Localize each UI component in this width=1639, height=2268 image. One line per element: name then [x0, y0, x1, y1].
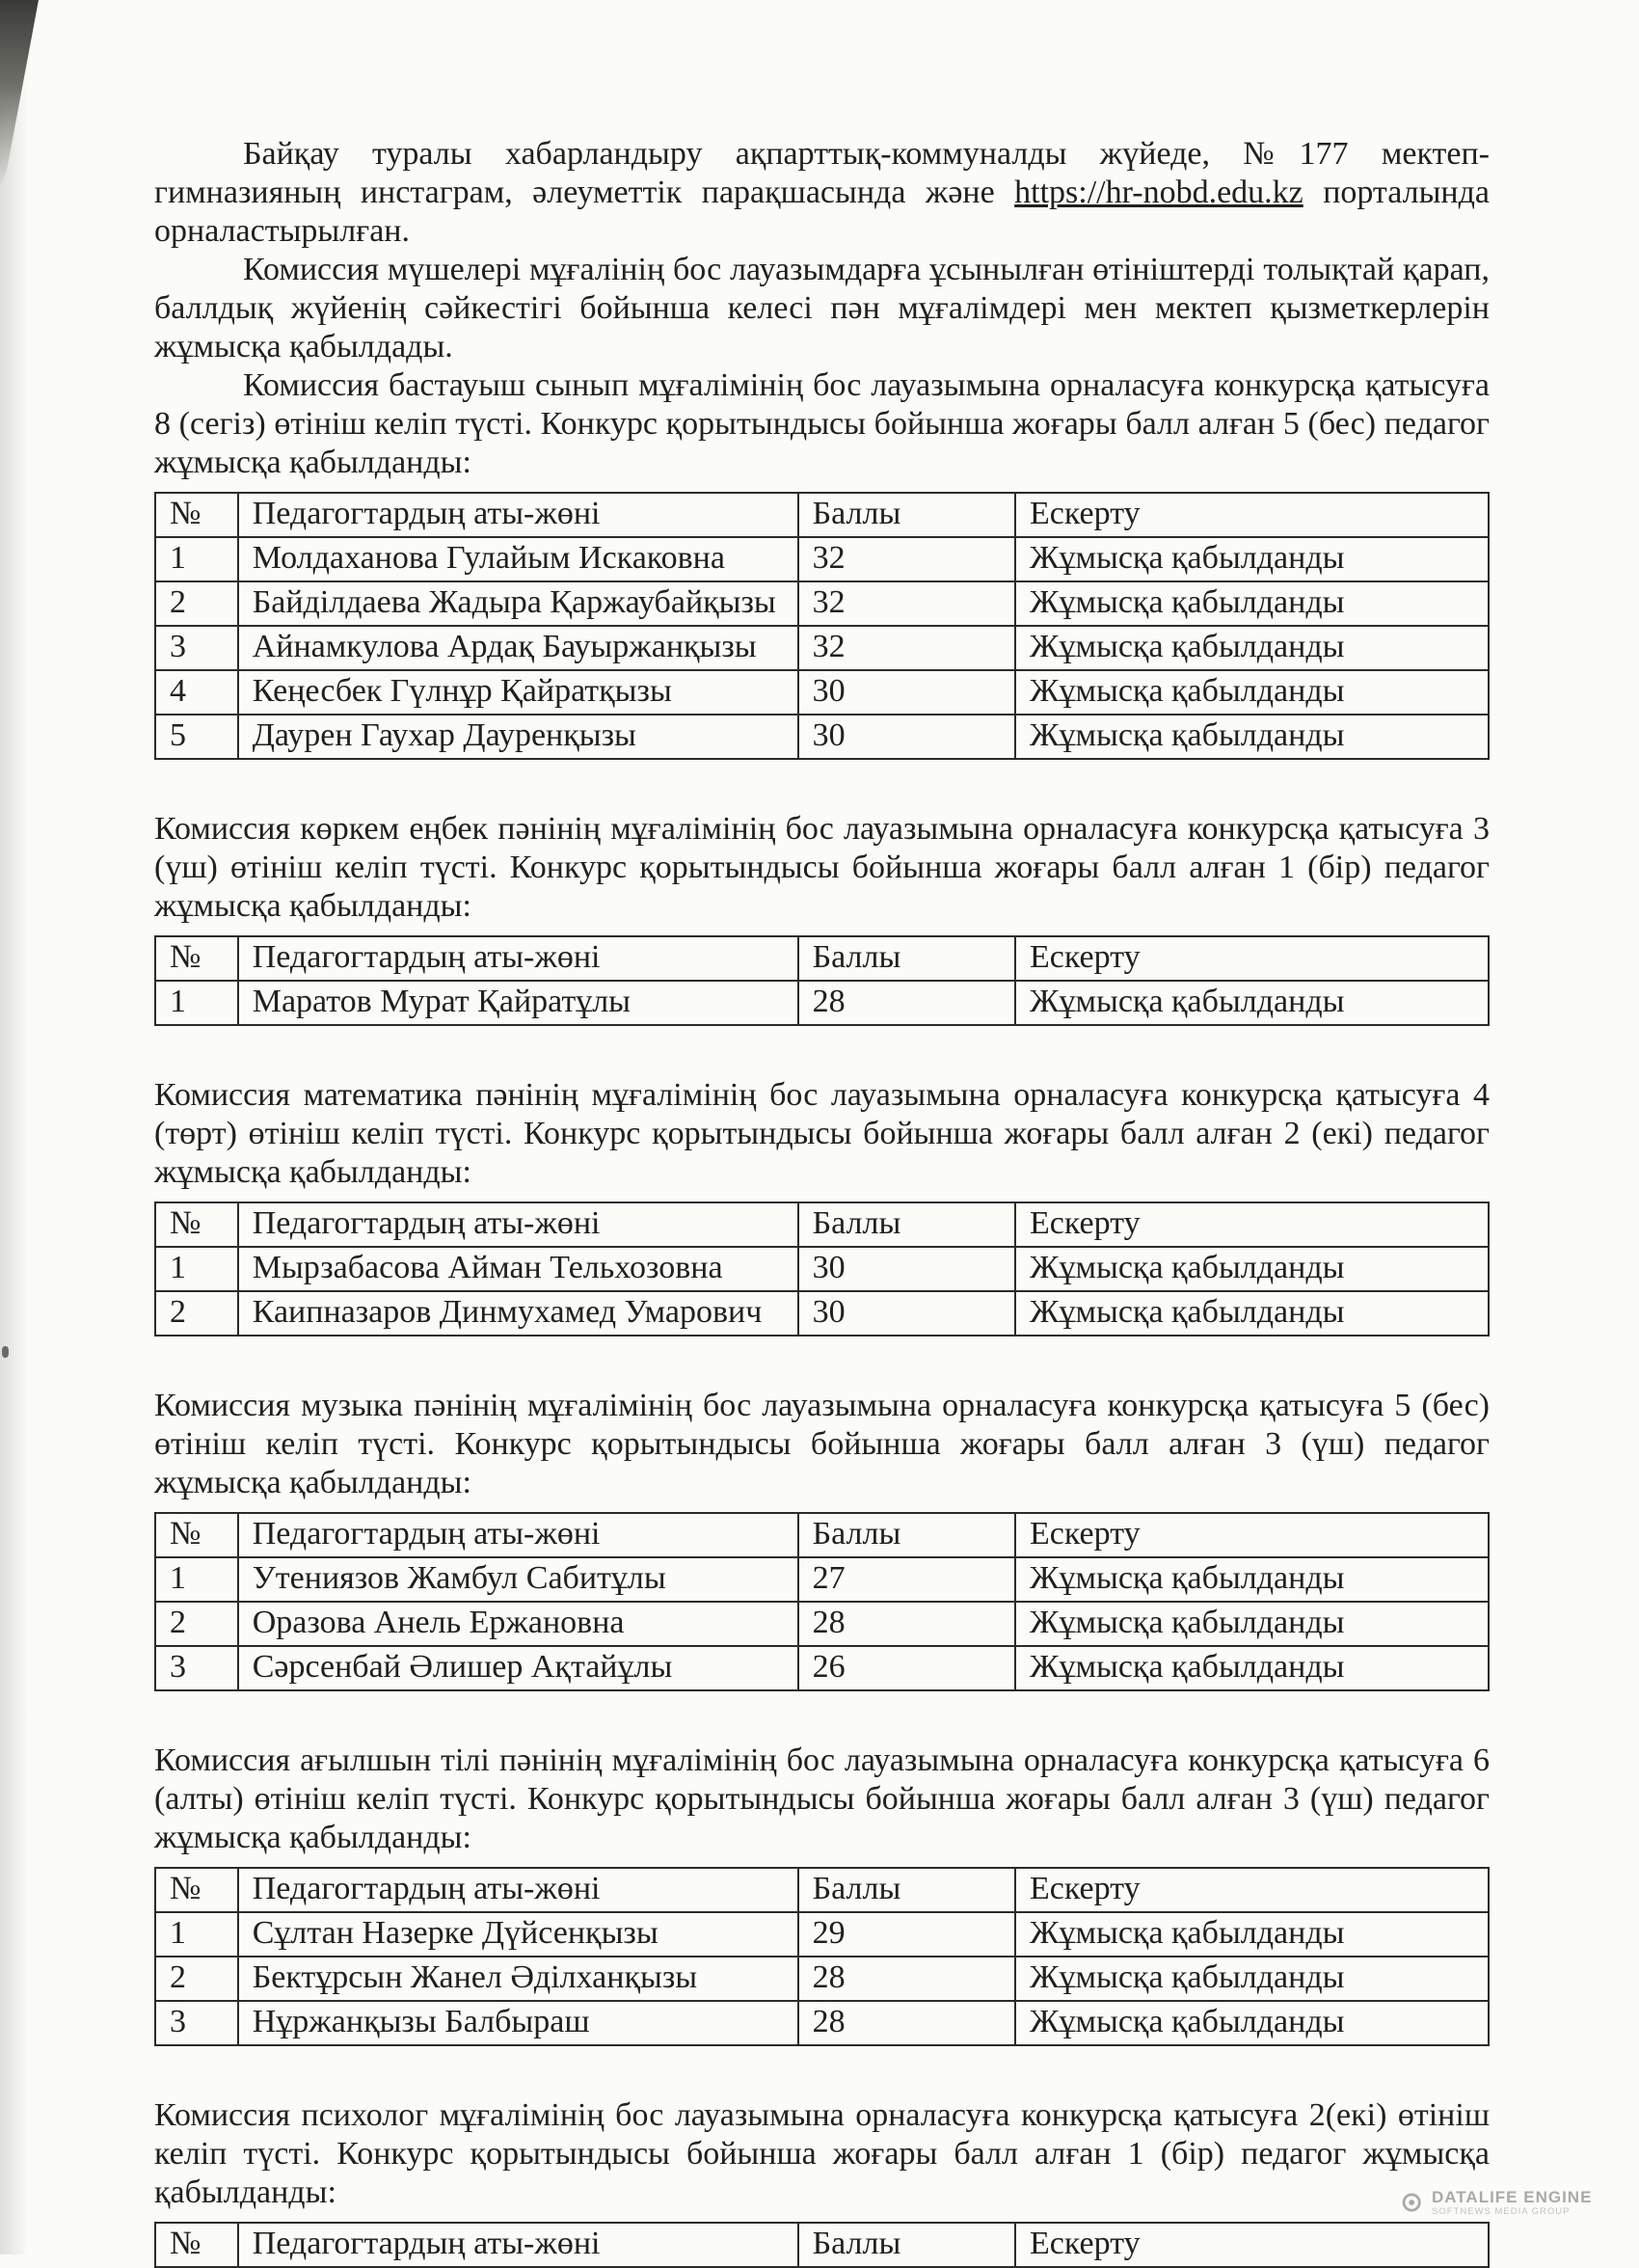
- cell-name: Мырзабасова Айман Тельхозовна: [238, 1247, 798, 1291]
- table-row: [155, 1291, 1489, 1336]
- cell-number: 2: [155, 1602, 238, 1646]
- cell-note: Жұмысқа қабылданды: [1015, 670, 1489, 715]
- header-score: Баллы: [798, 493, 1015, 537]
- cell-note: Жұмысқа қабылданды: [1015, 537, 1489, 581]
- cell-name: Кеңесбек Гүлнұр Қайратқызы: [238, 670, 798, 715]
- cell-score: 26: [798, 1646, 1015, 1690]
- cell-score: 28: [798, 1957, 1015, 2001]
- section-psiholog: [154, 2096, 1490, 2268]
- announcement-text-before-link: Байқау туралы хабарландыру ақпарттық-коммуналды жүйеде, №177 мектеп-гимназияның инстаграм, әлеуметтік парақшасында және: [154, 136, 1490, 210]
- table-header-row: [155, 1513, 1489, 1557]
- cell-note: Жұмысқа қабылданды: [1015, 626, 1489, 670]
- cell-number: 5: [155, 715, 238, 759]
- cell-name: Айнамкулова Ардақ Бауыржанқызы: [238, 626, 798, 670]
- cell-note: Жұмысқа қабылданды: [1015, 1646, 1489, 1690]
- datalife-engine-watermark: [1400, 2189, 1592, 2219]
- cell-number: 1: [155, 981, 238, 1025]
- results-table-matematika: [154, 1202, 1490, 1336]
- cell-number: 3: [155, 2001, 238, 2045]
- cell-score: 28: [798, 981, 1015, 1025]
- header-number: №: [155, 1868, 238, 1912]
- cell-note: Жұмысқа қабылданды: [1015, 2001, 1489, 2045]
- results-table-korkem-enbek: [154, 935, 1490, 1026]
- cell-note: Жұмысқа қабылданды: [1015, 981, 1489, 1025]
- cell-number: 1: [155, 537, 238, 581]
- section-korkem-enbek: [154, 810, 1490, 1026]
- section-intro: Комиссия музыка пәнінің мұғалімінің бос лауазымына орналасуға конкурсқа қатысуға 5 (бес) өтініш келіп түсті. Конкурс қорытындысы бойынша жоғары балл алған 3 (үш) педагог жұмысқа қабылданды:: [154, 1388, 1490, 1500]
- header-note: Ескерту: [1015, 493, 1489, 537]
- cell-number: 3: [155, 1646, 238, 1690]
- hr-portal-link[interactable]: https://hr-nobd.edu.kz: [1014, 175, 1303, 210]
- cell-name: Молдаханова Гулайым Искаковна: [238, 537, 798, 581]
- section-intro: Комиссия бастауыш сынып мұғалімінің бос лауазымына орналасуға конкурсқа қатысуға 8 (сегіз) өтініш келіп түсті. Конкурс қорытындысы бойынша жоғары балл алған 5 (бес) педагог жұмысқа қабылданды:: [154, 367, 1490, 480]
- header-score: Баллы: [798, 936, 1015, 981]
- cell-score: 29: [798, 1912, 1015, 1957]
- table-row: [155, 626, 1489, 670]
- header-name: Педагогтардың аты-жөні: [238, 1513, 798, 1557]
- cell-note: Жұмысқа қабылданды: [1015, 1247, 1489, 1291]
- paragraph-commission: Комиссия мүшелері мұғалінің бос лауазымдарға ұсынылған өтініштерді толықтай қарап, баллдық жүйенің сәйкестігі бойынша келесі пән мұғалімдері мен мектеп қызметкерлерін жұмысқа қабылдады.: [154, 252, 1490, 364]
- table-header-row: [155, 493, 1489, 537]
- cell-name: Утениязов Жамбул Сабитұлы: [238, 1557, 798, 1602]
- cell-note: Жұмысқа қабылданды: [1015, 1291, 1489, 1336]
- cell-note: Жұмысқа қабылданды: [1015, 715, 1489, 759]
- header-score: Баллы: [798, 1202, 1015, 1247]
- header-note: Ескерту: [1015, 1202, 1489, 1247]
- cell-score: 30: [798, 715, 1015, 759]
- watermark-title: DATALIFE ENGINE: [1432, 2188, 1593, 2206]
- cell-score: 28: [798, 2001, 1015, 2045]
- cell-name: Маратов Мурат Қайратұлы: [238, 981, 798, 1025]
- section-intro: Комиссия математика пәнінің мұғалімінің бос лауазымына орналасуға конкурсқа қатысуға 4 (төрт) өтініш келіп түсті. Конкурс қорытындысы бойынша жоғары балл алған 2 (екі) педагог жұмысқа қабылданды:: [154, 1077, 1490, 1190]
- table-header-row: [155, 936, 1489, 981]
- table-row: [155, 1557, 1489, 1602]
- table-row: [155, 715, 1489, 759]
- section-agylshyn-tili: [154, 1742, 1490, 2046]
- table-row: [155, 537, 1489, 581]
- cell-score: 32: [798, 626, 1015, 670]
- header-note: Ескерту: [1015, 936, 1489, 981]
- cell-number: 3: [155, 626, 238, 670]
- cell-name: Сәрсенбай Әлишер Ақтайұлы: [238, 1646, 798, 1690]
- header-note: Ескерту: [1015, 2223, 1489, 2267]
- header-score: Баллы: [798, 2223, 1015, 2267]
- scan-ink-speck: [2, 1346, 9, 1358]
- section-matematika: [154, 1076, 1490, 1336]
- cell-score: 30: [798, 670, 1015, 715]
- scan-corner-fold-mark: [0, 0, 39, 188]
- header-number: №: [155, 1202, 238, 1247]
- cell-number: 1: [155, 1557, 238, 1602]
- table-row: [155, 2001, 1489, 2045]
- announcement-text-after-link: порталында орналастырылған.: [154, 175, 1490, 249]
- cell-number: 1: [155, 1247, 238, 1291]
- scan-edge-shadow: [0, 0, 29, 2254]
- table-header-row: [155, 1202, 1489, 1247]
- results-table-bastauysh-synyp: [154, 492, 1490, 760]
- cell-score: 30: [798, 1247, 1015, 1291]
- datalife-eye-icon: [1400, 2191, 1425, 2219]
- header-name: Педагогтардың аты-жөні: [238, 936, 798, 981]
- cell-score: 32: [798, 537, 1015, 581]
- watermark-subtitle: SOFTNEWS MEDIA GROUP: [1432, 2206, 1571, 2217]
- results-table-agylshyn-tili: [154, 1867, 1490, 2046]
- cell-number: 1: [155, 1912, 238, 1957]
- cell-name: Нұржанқызы Балбыраш: [238, 2001, 798, 2045]
- header-score: Баллы: [798, 1868, 1015, 1912]
- table-header-row: [155, 1868, 1489, 1912]
- cell-score: 28: [798, 1602, 1015, 1646]
- header-number: №: [155, 936, 238, 981]
- header-note: Ескерту: [1015, 1513, 1489, 1557]
- cell-name: Оразова Анель Ержановна: [238, 1602, 798, 1646]
- results-table-muzyka: [154, 1512, 1490, 1691]
- section-muzyka: [154, 1387, 1490, 1691]
- header-number: №: [155, 493, 238, 537]
- header-score: Баллы: [798, 1513, 1015, 1557]
- cell-note: Жұмысқа қабылданды: [1015, 1557, 1489, 1602]
- cell-name: Каипназаров Динмухамед Умарович: [238, 1291, 798, 1336]
- table-row: [155, 1602, 1489, 1646]
- table-row: [155, 981, 1489, 1025]
- cell-name: Даурен Гаухар Дауренқызы: [238, 715, 798, 759]
- cell-note: Жұмысқа қабылданды: [1015, 581, 1489, 626]
- cell-score: 30: [798, 1291, 1015, 1336]
- table-row: [155, 670, 1489, 715]
- header-note: Ескерту: [1015, 1868, 1489, 1912]
- section-bastauysh-synyp: [154, 366, 1490, 760]
- cell-name: Бектұрсын Жанел Әділханқызы: [238, 1957, 798, 2001]
- table-row: [155, 1247, 1489, 1291]
- section-intro: Комиссия ағылшын тілі пәнінің мұғалімінің бос лауазымына орналасуға конкурсқа қатысуға 6 (алты) өтініш келіп түсті. Конкурс қорытындысы бойынша жоғары балл алған 3 (үш) педагог жұмысқа қабылданды:: [154, 1742, 1490, 1855]
- paragraph-announcement: [154, 135, 1490, 251]
- results-table-psiholog: [154, 2222, 1490, 2268]
- table-row: [155, 1957, 1489, 2001]
- table-row: [155, 1646, 1489, 1690]
- header-name: Педагогтардың аты-жөні: [238, 2223, 798, 2267]
- cell-number: 4: [155, 670, 238, 715]
- cell-note: Жұмысқа қабылданды: [1015, 1602, 1489, 1646]
- cell-score: 27: [798, 1557, 1015, 1602]
- table-row: [155, 581, 1489, 626]
- table-row: [155, 1912, 1489, 1957]
- cell-name: Сұлтан Назерке Дүйсенқызы: [238, 1912, 798, 1957]
- cell-score: 32: [798, 581, 1015, 626]
- cell-number: 2: [155, 1957, 238, 2001]
- section-intro: Комиссия психолог мұғалімінің бос лауазымына орналасуға конкурсқа қатысуға 2(екі) өтініш келіп түсті. Конкурс қорытындысы бойынша жоғары балл алған 1 (бір) педагог жұмысқа қабылданды:: [154, 2097, 1490, 2210]
- header-number: №: [155, 1513, 238, 1557]
- cell-number: 2: [155, 1291, 238, 1336]
- header-name: Педагогтардың аты-жөні: [238, 1202, 798, 1247]
- header-name: Педагогтардың аты-жөні: [238, 1868, 798, 1912]
- cell-note: Жұмысқа қабылданды: [1015, 1912, 1489, 1957]
- section-intro: Комиссия көркем еңбек пәнінің мұғалімінің бос лауазымына орналасуға конкурсқа қатысуға 3 (үш) өтініш келіп түсті. Конкурс қорытындысы бойынша жоғары балл алған 1 (бір) педагог жұмысқа қабылданды:: [154, 811, 1490, 924]
- header-name: Педагогтардың аты-жөні: [238, 493, 798, 537]
- document-body: [154, 135, 1490, 2268]
- cell-number: 2: [155, 581, 238, 626]
- table-header-row: [155, 2223, 1489, 2267]
- cell-name: Байділдаева Жадыра Қаржаубайқызы: [238, 581, 798, 626]
- header-number: №: [155, 2223, 238, 2267]
- cell-note: Жұмысқа қабылданды: [1015, 1957, 1489, 2001]
